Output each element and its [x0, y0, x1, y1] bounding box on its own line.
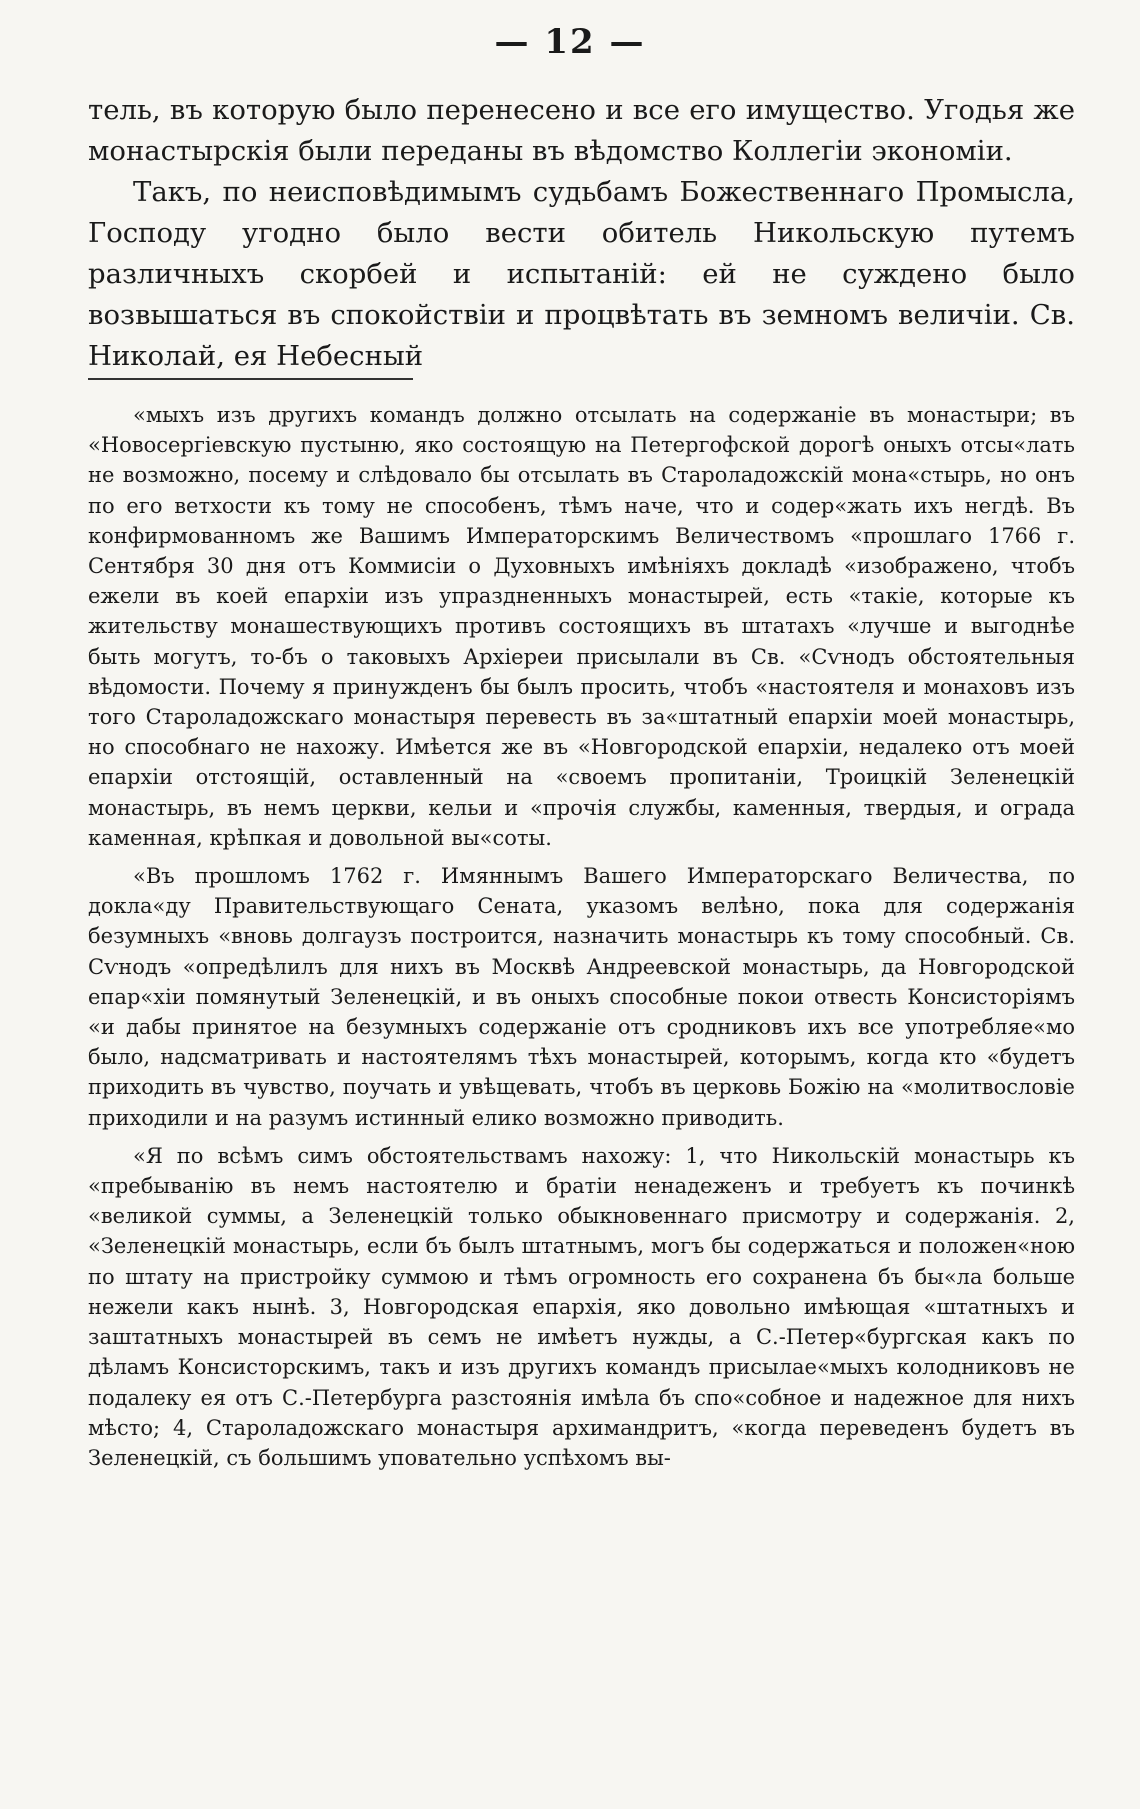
page-number: — 12 —	[494, 22, 646, 62]
footnote-paragraph-3: «Я по всѣмъ симъ обстоятельствамъ нахожу: 1, что Никольскій монастырь къ «пребыванію въ немъ настоятелю и братіи ненадеженъ и требуетъ къ починкѣ «великой суммы, а Зеленецкій только обыкновеннаго присмотру и содержанія. 2, «Зеленецкій монастырь, если бъ былъ штатнымъ, могъ бы содержаться и положен«ною по штату на пристройку суммою и тѣмъ огромность его сохранена бъ бы«ла больше нежели какъ нынѣ. 3, Новгородская епархія, яко довольно имѣющая «штатныхъ и заштатныхъ монастырей въ семъ не имѣетъ нужды, а С.-Петер«бургская какъ по дѣламъ Консисторскимъ, такъ и изъ другихъ командъ присылае«мыхъ колодниковъ не подалеку ея отъ С.-Петербурга разстоянія имѣла бъ спо«собное и надежное для нихъ мѣсто; 4, Староладожскаго монастыря архимандритъ, «когда переведенъ будетъ въ Зеленецкій, съ большимъ уповательно успѣхомъ вы-	[88, 1143, 1075, 1470]
main-paragraph-2: Такъ, по неисповѣдимымъ судьбамъ Божественнаго Промысла, Господу угодно было вести обитель Никольскую путемъ различныхъ скорбей и испытаній: ей не суждено было возвышаться въ спокойствіи и процвѣтать въ земномъ величіи. Св. Николай, ея Небесный	[88, 176, 1075, 372]
main-paragraph-1: тель, въ которую было перенесено и все его имущество. Угодья же монастырскія были переданы въ вѣдомство Коллегіи экономіи.	[88, 94, 1075, 167]
footnote-separator	[88, 378, 413, 380]
footnote	[88, 400, 1075, 1473]
main-text	[88, 90, 1075, 377]
footnote-paragraph-1: «мыхъ изъ другихъ командъ должно отсылать на содержаніе въ монастыри; въ «Новосергіевскую пустыню, яко состоящую на Петергофской дорогѣ оныхъ отсы«лать не возможно, посему и слѣдовало бы отсылать въ Староладожскій мона«стырь, но онъ по его ветхости къ тому не способенъ, тѣмъ наче, что и содер«жать ихъ негдѣ. Въ конфирмованномъ же Вашимъ Императорскимъ Величествомъ «прошлаго 1766 г. Сентября 30 дня отъ Коммисіи о Духовныхъ имѣніяхъ докладѣ «изображено, чтобъ ежели въ коей епархіи изъ упраздненныхъ монастырей, есть «такіе, которые къ жительству монашествующихъ противъ состоящихъ въ штатахъ «лучше и выгоднѣе быть могутъ, то-бъ о таковыхъ Архіереи присылали въ Св. «Сѵнодъ обстоятельныя вѣдомости. Почему я принужденъ бы былъ просить, чтобъ «настоятеля и монаховъ изъ того Староладожскаго монастыря перевесть въ за«штатный епархіи моей монастырь, но способнаго не нахожу. Имѣется же въ «Новгородской епархіи, недалеко отъ моей епархіи отстоящій, оставленный на «своемъ пропитаніи, Троицкій Зеленецкій монастырь, въ немъ церкви, кельи и «прочія службы, каменныя, твердыя, и ограда каменная, крѣпкая и довольной вы«соты.	[88, 403, 1075, 850]
footnote-paragraph-2: «Въ прошломъ 1762 г. Имяннымъ Вашего Императорскаго Величества, по докла«ду Правительствующаго Сената, указомъ велѣно, пока для содержанія безумныхъ «вновь долгаузъ построится, назначить монастырь къ тому способный. Св. Сѵнодъ «опредѣлилъ для нихъ въ Москвѣ Андреевской монастырь, да Новгородской епар«хіи помянутый Зеленецкій, и въ оныхъ способные покои отвесть Консисторіямъ «и дабы принятое на безумныхъ содержаніе отъ сродниковъ ихъ все употребляе«мо было, надсматривать и настоятелямъ тѣхъ монастырей, которымъ, когда кто «будетъ приходить въ чувство, поучать и увѣщевать, чтобъ въ церковь Божію на «молитвословіе приходили и на разумъ истинный елико возможно приводить.	[88, 864, 1075, 1130]
